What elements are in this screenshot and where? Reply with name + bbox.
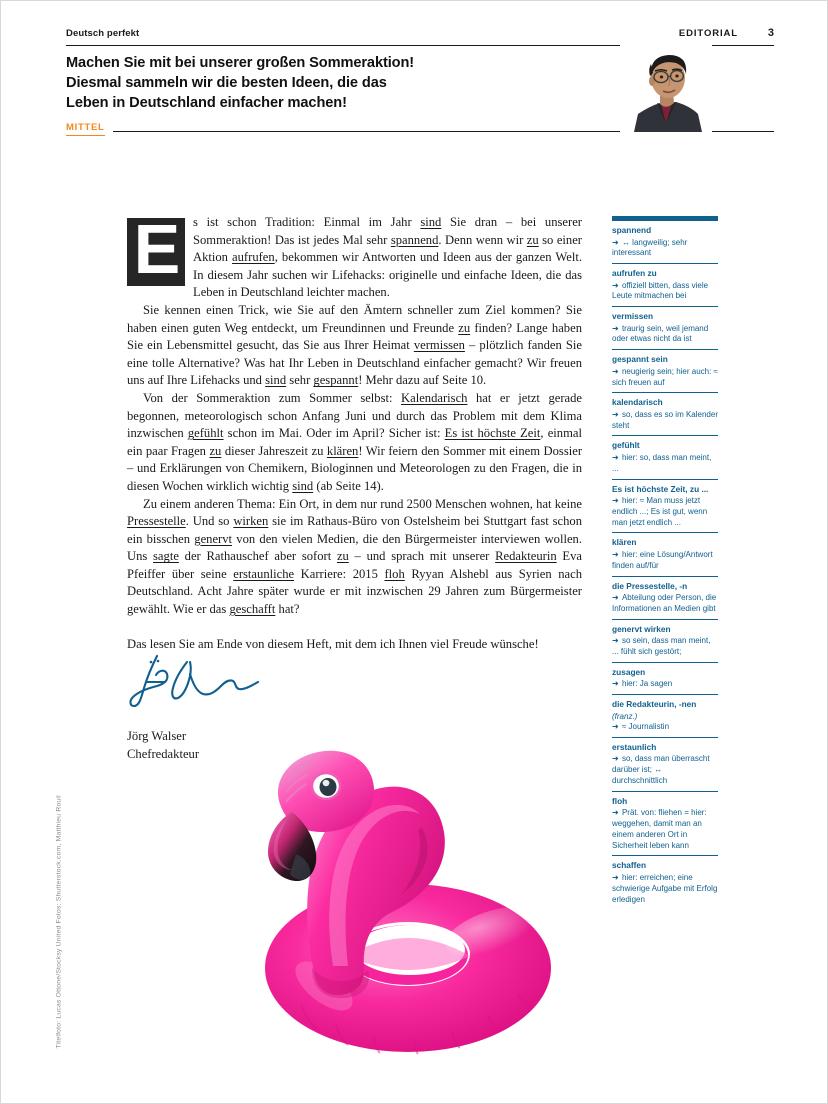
glossary-term: aufrufen zu	[612, 268, 657, 279]
bullet-arrow-icon: ➜	[612, 679, 621, 689]
glossary-definition-text: traurig sein, weil jemand oder etwas nicht da ist	[612, 323, 709, 344]
glossary-definition-text: hier: erreichen; eine schwierige Aufgabe mit Erfolg erledigen	[612, 872, 718, 904]
photo-credit: Titelfoto: Lucas Ottone/Stocksy United Fotos: Shutterstock.com, Matthieu Rouil	[55, 795, 63, 1049]
difficulty-level-badge: MITTEL	[66, 122, 105, 136]
glossary-term: genervt wirken	[612, 623, 671, 634]
editor-signature	[127, 652, 277, 712]
glossary-term: spannend	[612, 225, 652, 235]
glossary-definition	[612, 238, 718, 260]
paragraph-1-text: s ist schon Tradition: Einmal im Jahr sind Sie dran – bei unserer Sommeraktion! Das ist jedes Mal sehr spannend. Denn wenn wir zu so einer Aktion aufrufen, bekommen wir Antworten und Ideen aus der ganzen Welt. In diesem Jahr suchen wir Lifehacks: originelle und einfache Ideen, die das Leben in Deutschland leichter machen.	[193, 215, 582, 300]
glossary-term: zusagen	[612, 666, 646, 677]
glossary-definition	[612, 873, 718, 905]
glossary-definition	[612, 324, 718, 346]
glossary-entry	[612, 581, 718, 620]
bullet-arrow-icon: ➜	[612, 636, 621, 646]
glossary-definition-text: so, dass man überrascht darüber ist; ↔ durchschnittlich	[612, 754, 710, 785]
drop-cap: E	[127, 218, 185, 286]
article-body	[127, 210, 583, 653]
bullet-arrow-icon: ➜	[612, 496, 621, 506]
glossary-definition-text: Abteilung oder Person, die Informationen an Medien gibt	[612, 593, 717, 613]
glossary-entry	[612, 484, 718, 534]
editor-name: Jörg Walser	[127, 729, 187, 743]
bullet-arrow-icon: ➜	[612, 872, 621, 882]
editor-role: Chefredakteur	[127, 746, 200, 761]
glossary-definition	[612, 722, 718, 733]
bullet-arrow-icon: ➜	[612, 593, 621, 603]
glossary-definition-text: so, dass es so im Kalender steht	[612, 409, 718, 430]
glossary-term: die Redakteurin, -nen	[612, 699, 697, 710]
bullet-arrow-icon: ➜	[612, 366, 621, 376]
glossary-entry	[612, 268, 718, 307]
page-number: 3	[767, 27, 774, 39]
glossary-term: die Pressestelle, -n	[612, 580, 688, 591]
article-paragraph-1	[127, 210, 582, 302]
glossary-term: klären	[612, 537, 637, 548]
editor-signoff	[127, 728, 199, 763]
page-headline	[66, 53, 546, 113]
glossary-definition-text: hier: eine Lösung/Antwort finden auf/für	[612, 549, 713, 570]
bullet-arrow-icon: ➜	[612, 808, 621, 818]
bullet-arrow-icon: ➜	[612, 237, 621, 247]
glossary-definition	[612, 367, 718, 389]
glossary-entry	[612, 796, 718, 857]
article-paragraph-5: Das lesen Sie am Ende von diesem Heft, mit dem ich Ihnen viel Freude wünsche!	[127, 636, 539, 651]
glossary-entry	[612, 440, 718, 479]
glossary-definition-text: offiziell bitten, dass viele Leute mitmachen bei	[612, 280, 709, 301]
glossary-definition-text: ↔ langweilig; sehr interessant	[612, 237, 688, 258]
article-paragraph-4: Zu einem anderen Thema: Ein Ort, in dem nur rund 2500 Menschen wohnen, hat keine Pressestelle. Und so wirken sie im Rathaus-Büro von Ostelsheim bei Stuttgart fast schon ein bisschen genervt von den vielen Medien, die den Bürgermeister interviewen wollen. Uns sagte der Rathauschef aber sofort zu – und sprach mit unserer Redakteurin Eva Pfeiffer über seine erstaunliche Karriere: 2015 floh Ryyan Alshebl aus Syrien nach Deutschland. Acht Jahre später wurde er mit inzwischen 29 Jahren zum Bürgermeister gewählt. Wie er das geschafft hat?	[127, 496, 583, 617]
section-label: EDITORIAL	[678, 28, 738, 39]
headline-line-2: Diesmal sammeln wir die besten Ideen, die das	[66, 75, 387, 91]
glossary-definition	[612, 754, 718, 786]
bullet-arrow-icon: ➜	[612, 722, 621, 732]
glossary-entry	[612, 742, 718, 792]
glossary-term: erstaunlich	[612, 741, 657, 752]
glossary-definition-text: hier: Ja sagen	[621, 679, 673, 689]
bullet-arrow-icon: ➜	[612, 280, 621, 290]
glossary-definition	[612, 453, 718, 475]
glossary-term: gespannt sein	[612, 354, 668, 365]
glossary-entry	[612, 311, 718, 350]
glossary-list	[612, 225, 718, 909]
glossary-definition	[612, 593, 718, 615]
glossary-term: schaffen	[612, 860, 647, 871]
glossary-definition	[612, 679, 718, 690]
glossary-term: gefühlt	[612, 440, 640, 451]
glossary-entry	[612, 624, 718, 663]
article-paragraph-2: Sie kennen einen Trick, wie Sie auf den Ämtern schneller zum Ziel kommen? Sie haben einen guten Weg entdeckt, um Freundinnen und Freunde zu finden? Lange haben Sie ein Lebensmittel gesucht, das Sie aus Ihrer Heimat vermissen – plötzlich fanden Sie eine tolle Alternative? Was hat Ihr Leben in Deutschland einfacher gemacht? Wir freuen uns auf Ihre Lifehacks und sind sehr gespannt! Mehr dazu auf Seite 10.	[127, 302, 582, 388]
glossary-term: floh	[612, 795, 628, 806]
glossary-definition-text: so sein, dass man meint, ... fühlt sich gestört;	[612, 636, 711, 656]
editor-portrait	[620, 40, 712, 132]
headline-line-3: Leben in Deutschland einfacher machen!	[66, 95, 347, 111]
glossary-definition-text: Prät. von: fliehen = hier: weggehen, damit man an einem anderen Ort in Sicherheit leben kann	[612, 808, 707, 850]
bullet-arrow-icon: ➜	[612, 754, 621, 764]
glossary-definition-text: hier: ≈ Man muss jetzt endlich ...; Es ist gut, wenn man jetzt endlich ...	[612, 496, 708, 527]
bullet-arrow-icon: ➜	[612, 323, 621, 333]
glossary-entry	[612, 354, 718, 393]
headline-line-1: Machen Sie mit bei unserer großen Sommeraktion!	[66, 55, 415, 71]
glossary-entry	[612, 699, 718, 738]
glossary-entry	[612, 860, 718, 909]
glossary-definition-text: neugierig sein; hier auch: ≈ sich freuen auf	[612, 366, 718, 387]
glossary-term: Es ist höchste Zeit, zu ...	[612, 483, 709, 494]
magazine-title: Deutsch perfekt	[66, 28, 140, 39]
glossary-definition	[612, 410, 718, 432]
glossary-sidebar	[612, 216, 718, 913]
glossary-term: kalendarisch	[612, 397, 663, 408]
glossary-definition	[612, 636, 718, 658]
glossary-top-bar	[612, 216, 718, 221]
glossary-entry	[612, 667, 718, 695]
glossary-definition-text: ≈ Journalistin	[621, 722, 670, 732]
glossary-term-note: (franz.)	[612, 711, 638, 721]
glossary-entry	[612, 225, 718, 264]
glossary-definition	[612, 808, 718, 851]
glossary-definition	[612, 496, 718, 528]
bullet-arrow-icon: ➜	[612, 409, 621, 419]
glossary-definition	[612, 550, 718, 572]
bullet-arrow-icon: ➜	[612, 549, 621, 559]
article-paragraph-3: Von der Sommeraktion zum Sommer selbst: Kalendarisch hat er jetzt gerade begonnen, meteorologisch schon Anfang Juni und durch das Problem mit dem Klima inzwischen gefühlt schon im Mai. Oder im April? Sicher ist: Es ist höchste Zeit, einmal ein paar Fragen zu dieser Jahreszeit zu klären! Wir feiern den Sommer mit einem Dossier – und Erklärungen von Chemikern, Biologinnen und Meteorologen zu den Fragen, die in diesen Wochen wirklich wichtig sind (ab Seite 14).	[127, 390, 583, 493]
glossary-entry	[612, 537, 718, 576]
glossary-entry	[612, 397, 718, 436]
glossary-definition	[612, 281, 718, 303]
glossary-definition-text: hier: so, dass man meint, ...	[612, 452, 712, 473]
glossary-term: vermissen	[612, 311, 654, 322]
flamingo-float-photo	[196, 736, 586, 1066]
bullet-arrow-icon: ➜	[612, 452, 621, 462]
